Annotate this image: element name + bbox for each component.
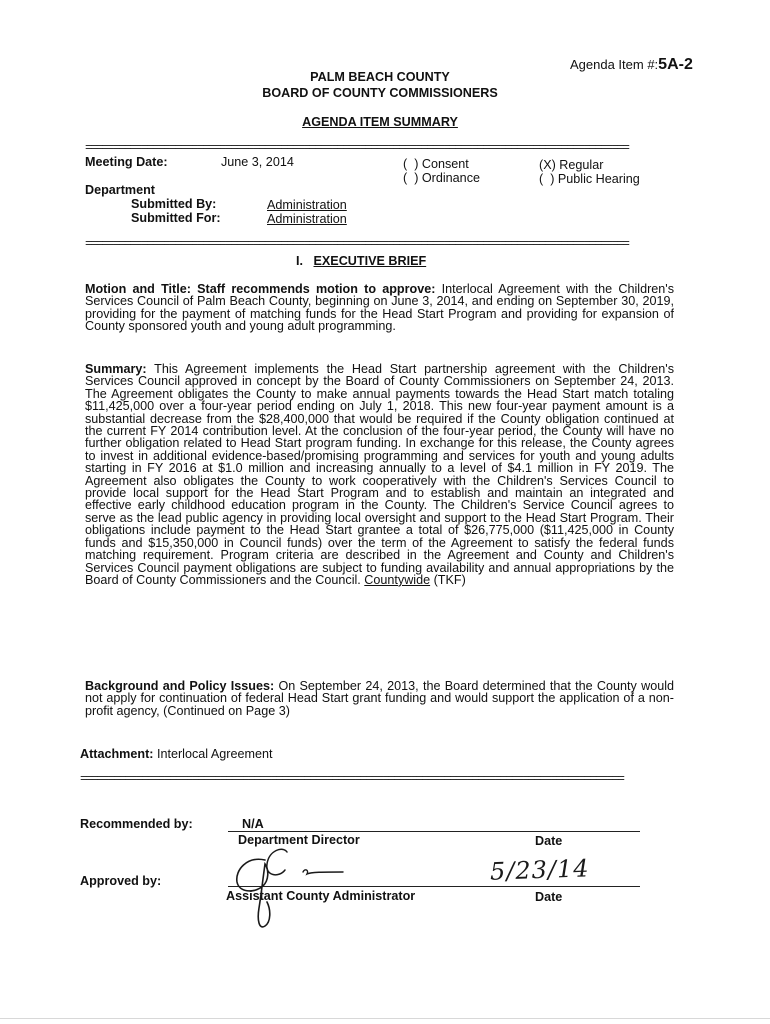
department-label: Department <box>85 183 155 197</box>
attachment-row <box>80 748 272 761</box>
divider-rule: ================================================================================================= <box>85 143 629 153</box>
submitted-by-value: Administration <box>267 198 347 212</box>
background-label: Background and Policy Issues: <box>85 679 275 693</box>
page-title: AGENDA ITEM SUMMARY <box>302 115 458 129</box>
summary-paragraph <box>85 363 674 586</box>
meeting-date-value: June 3, 2014 <box>221 155 294 169</box>
agenda-item-number: 5A-2 <box>658 56 693 73</box>
approved-date-label: Date <box>535 890 563 904</box>
department-director-role: Department Director <box>238 833 360 847</box>
county-name: PALM BEACH COUNTY <box>310 70 450 84</box>
background-text: On September 24, 2013, the Board determined that the County would not apply for continuation of federal Head Start grant funding and would support the application of a non-profit agency, (Continued on Page 3) <box>85 679 675 718</box>
background-paragraph <box>85 680 674 717</box>
section-numeral: I. <box>296 254 303 268</box>
motion-label: Motion and Title: Staff recommends motion to approve: <box>85 282 436 296</box>
motion-paragraph <box>85 283 674 333</box>
recommended-by-label: Recommended by: <box>80 817 193 831</box>
regular-option: (X) Regular <box>539 158 604 172</box>
section-heading <box>296 255 426 268</box>
consent-option: ( ) Consent <box>403 157 469 171</box>
recommended-by-value: N/A <box>242 817 264 831</box>
approved-by-label: Approved by: <box>80 874 162 888</box>
agenda-item <box>570 58 693 71</box>
district-value: Countywide <box>364 572 431 587</box>
summary-text: This Agreement implements the Head Start partnership agreement with the Children's Services Council approved in concept by the Board of County Commissioners on September 24, 2013. The Agreement obligates the County to make annual payments towards the Head Start match totaling $11,425,000 over a four-year period ending on July 1, 2018. This new four-year payment amount is a substantial decrease from the $28,400,000 that would be required if the County obligation continued at the current FY 2014 contribution level. At the conclusion of the four-year period, the County will have no further obligation related to Head Start program funding. In exchange for this release, the County agrees to invest in additional evidence-based/promising programming and services for youth and young adults starting in FY 2016 at $1.0 million and increasing annually to a level of $4.1 million in FY 2019. The Agreement also obligates the County to work cooperatively with the Children's Services Council to provide local support for the Head Start Program and to establish and maintain an integrated and effective early childhood education program in the County. The Children's Service Council agrees to serve as the lead public agency in providing local oversight and support to the Head Start Program. Their obligations include payment to the Head Start grantee a total of $26,775,000 ($11,425,000 in County funds and $15,350,000 in Council funds) over the term of the Agreement to satisfy the federal funds matching requirement. Program criteria are described in the Agreement and County and Children's Services Council payment obligations are subject to funding availability and annual appropriations by the Board of County Commissioners and the Council. <box>85 362 674 587</box>
summary-label: Summary: <box>85 362 147 376</box>
recommended-signature-line <box>228 831 640 832</box>
attachment-label: Attachment: <box>80 747 154 761</box>
divider-rule: ================================================================================================= <box>80 774 624 784</box>
meeting-date-label: Meeting Date: <box>85 155 168 169</box>
submitted-for-value: Administration <box>267 212 347 226</box>
handwritten-date: 5/23/14 <box>489 854 590 886</box>
ordinance-option: ( ) Ordinance <box>403 171 480 185</box>
assistant-county-administrator-role: Assistant County Administrator <box>226 889 416 903</box>
submitted-by-label: Submitted By: <box>131 197 217 211</box>
submitted-for-label: Submitted For: <box>131 211 221 225</box>
public-hearing-option: ( ) Public Hearing <box>539 172 640 186</box>
initials: (TKF) <box>433 572 466 587</box>
section-title: EXECUTIVE BRIEF <box>313 254 427 268</box>
agenda-item-label: Agenda Item #: <box>570 57 659 72</box>
handwritten-signature <box>225 842 345 942</box>
board-name: BOARD OF COUNTY COMMISSIONERS <box>262 86 498 100</box>
divider-rule: ================================================================================================= <box>85 239 629 249</box>
attachment-value: Interlocal Agreement <box>156 747 273 761</box>
motion-text: Interlocal Agreement with the Children's Services Council of Palm Beach County, beginning on June 3, 2014, and ending on September 30, 2019, providing for the payment of matching funds for the Head Start Program and providing for expansion of County sponsored youth and young adult programming. <box>85 282 675 334</box>
page-bottom-edge <box>0 1018 770 1019</box>
recommended-date-label: Date <box>535 834 563 848</box>
